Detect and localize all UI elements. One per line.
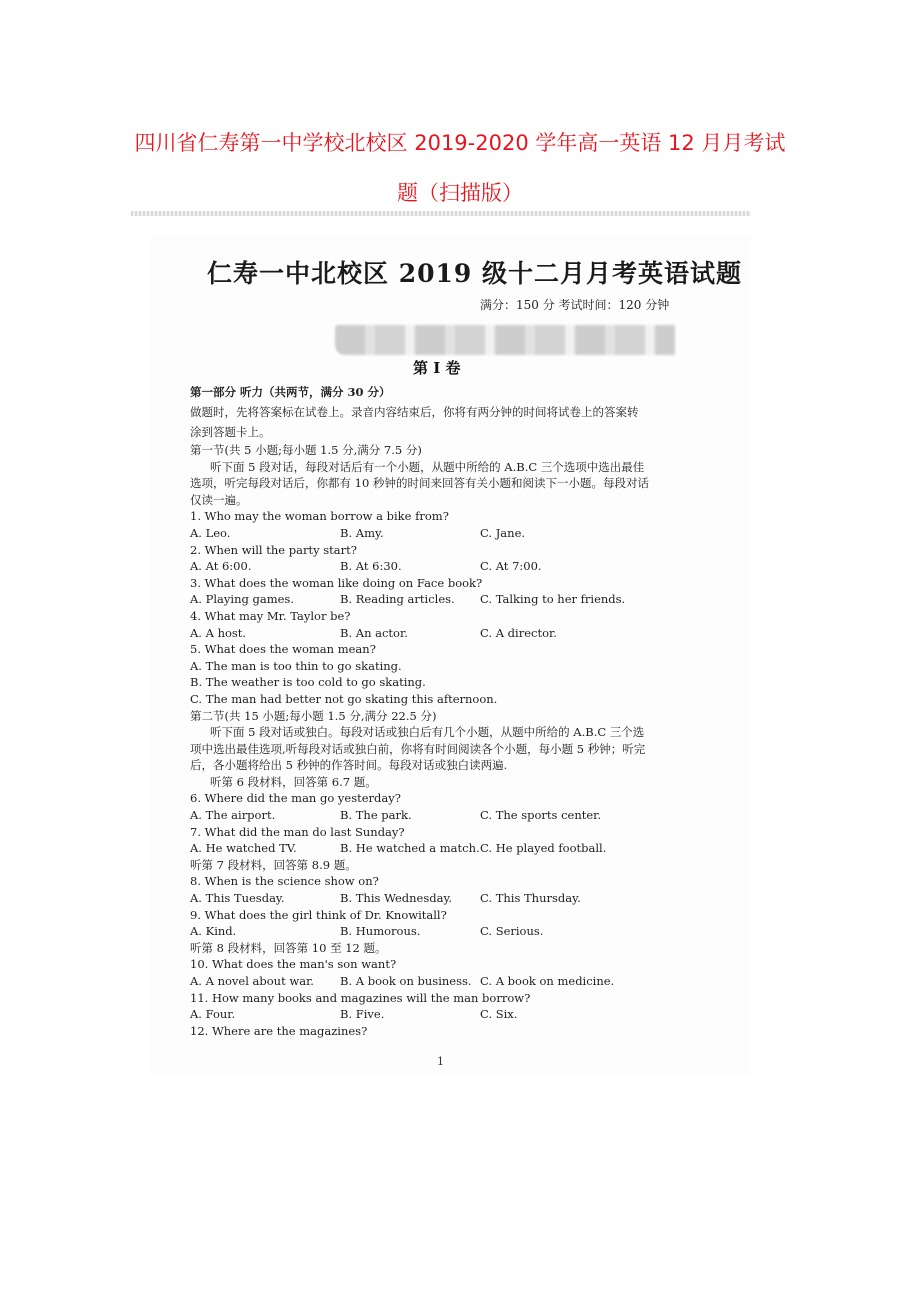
- option-c: C. At 7:00.: [480, 559, 542, 574]
- options-row: [190, 625, 720, 642]
- options-row: [190, 558, 720, 575]
- option-c: C. Six.: [480, 1007, 518, 1022]
- question: 12. Where are the magazines?: [190, 1023, 368, 1038]
- option-a: A. Leo.: [190, 525, 231, 540]
- option-c: C. This Thursday.: [480, 891, 581, 906]
- directions-line: 听下面 5 段对话，每段对话后有一个小题，从题中所给的 A.B.C 三个选项中选出最佳: [210, 459, 645, 474]
- title-line-1: 四川省仁寿第一中学校北校区 2019-2020 学年高一英语 12 月月考试: [134, 131, 786, 155]
- option-a: A. A novel about war.: [190, 974, 314, 988]
- option-a: A. The man is too thin to go skating.: [190, 658, 402, 673]
- option-c: C. Serious.: [480, 924, 544, 939]
- material-label: 听第 7 段材料，回答第 8.9 题。: [190, 857, 357, 872]
- option-c: C. Jane.: [480, 525, 526, 540]
- material-label: 听第 8 段材料，回答第 10 至 12 题。: [190, 940, 387, 955]
- directions-line: 仅读一遍。: [190, 492, 248, 507]
- directions-line: 听下面 5 段对话或独白。每段对话或独白后有几个小题，从题中所给的 A.B.C 三个选: [210, 725, 645, 740]
- option-b: B. Five.: [340, 1007, 385, 1022]
- instruction-line: 涂到答题卡上。: [190, 425, 271, 439]
- document-title: [110, 118, 810, 218]
- question: 11. How many books and magazines will the man borrow?: [190, 990, 531, 1005]
- options-row: [190, 890, 720, 907]
- material-label: 听第 6 段材料，回答第 6.7 题。: [210, 774, 377, 789]
- option-a: A. The airport.: [190, 808, 276, 823]
- option-b: B. At 6:30.: [340, 559, 402, 574]
- option-c: C. A book on medicine.: [480, 974, 615, 988]
- question: 2. When will the party start?: [190, 542, 357, 557]
- question: 3. What does the woman like doing on Face book?: [190, 575, 483, 590]
- options-row: [190, 840, 720, 857]
- section2-heading: 第二节(共 15 小题;每小题 1.5 分,满分 22.5 分): [190, 708, 437, 723]
- question: 10. What does the man's son want?: [190, 957, 397, 972]
- question: 6. Where did the man go yesterday?: [190, 791, 401, 806]
- option-c: C. The sports center.: [480, 808, 602, 823]
- title-divider: [131, 211, 751, 216]
- exam-body: [190, 382, 720, 1039]
- options-row: [190, 525, 720, 542]
- option-a: A. Playing games.: [190, 592, 294, 607]
- option-b: B. The park.: [340, 808, 412, 823]
- options-row: [190, 973, 720, 990]
- section1-heading: 第一节(共 5 小题;每小题 1.5 分,满分 7.5 分): [190, 443, 422, 457]
- option-b: B. Amy.: [340, 525, 384, 540]
- options-row: [190, 1006, 720, 1023]
- option-c: C. The man had better not go skating this afternoon.: [190, 691, 498, 706]
- part1-heading: 第一部分 听力（共两节，满分 30 分）: [190, 385, 391, 399]
- option-c: C. A director.: [480, 625, 557, 640]
- option-a: A. At 6:00.: [190, 559, 252, 574]
- options-row: [190, 591, 720, 608]
- option-a: A. He watched TV.: [190, 841, 297, 856]
- option-b: B. The weather is too cold to go skating.: [190, 675, 426, 690]
- option-c: C. Talking to her friends.: [480, 592, 626, 607]
- question: 7. What did the man do last Sunday?: [190, 824, 405, 839]
- directions-line: 后，各小题将给出 5 秒钟的作答时间。每段对话或独白读两遍.: [190, 758, 508, 773]
- option-a: A. Kind.: [190, 924, 237, 939]
- options-row: [190, 807, 720, 824]
- option-b: B. Reading articles.: [340, 592, 455, 607]
- option-c: C. He played football.: [480, 841, 607, 856]
- option-b: B. An actor.: [340, 625, 408, 640]
- question: 5. What does the woman mean?: [190, 642, 376, 657]
- option-b: B. Humorous.: [340, 924, 421, 939]
- exam-meta: 满分：150 分 考试时间：120 分钟: [480, 298, 670, 312]
- question: 8. When is the science show on?: [190, 874, 379, 889]
- title-line-2: 题（扫描版）: [397, 181, 523, 205]
- option-a: A. A host.: [190, 625, 247, 640]
- option-b: B. This Wednesday.: [340, 891, 453, 906]
- volume-label: 第 I 卷: [413, 359, 461, 377]
- redacted-region: [335, 325, 675, 355]
- options-row: [190, 923, 720, 940]
- question: 9. What does the girl think of Dr. Knowitall?: [190, 907, 447, 922]
- question: 4. What may Mr. Taylor be?: [190, 608, 351, 623]
- option-b: B. He watched a match.: [340, 841, 480, 856]
- exam-heading: 仁寿一中北校区 2019 级十二月月考英语试题: [207, 259, 742, 288]
- option-a: A. Four.: [190, 1007, 236, 1022]
- question: 1. Who may the woman borrow a bike from?: [190, 509, 449, 524]
- directions-line: 项中选出最佳选项,听每段对话或独白前，你将有时间阅读各个小题，每小题 5 秒钟；听完: [190, 741, 646, 756]
- option-a: A. This Tuesday.: [190, 891, 285, 906]
- instruction-line: 做题时，先将答案标在试卷上。录音内容结束后，你将有两分钟的时间将试卷上的答案转: [190, 405, 639, 419]
- option-b: B. A book on business.: [340, 974, 472, 988]
- directions-line: 选项，听完每段对话后，你都有 10 秒钟的时间来回答有关小题和阅读下一小题。每段对话: [190, 476, 649, 491]
- page-number: 1: [437, 1055, 444, 1068]
